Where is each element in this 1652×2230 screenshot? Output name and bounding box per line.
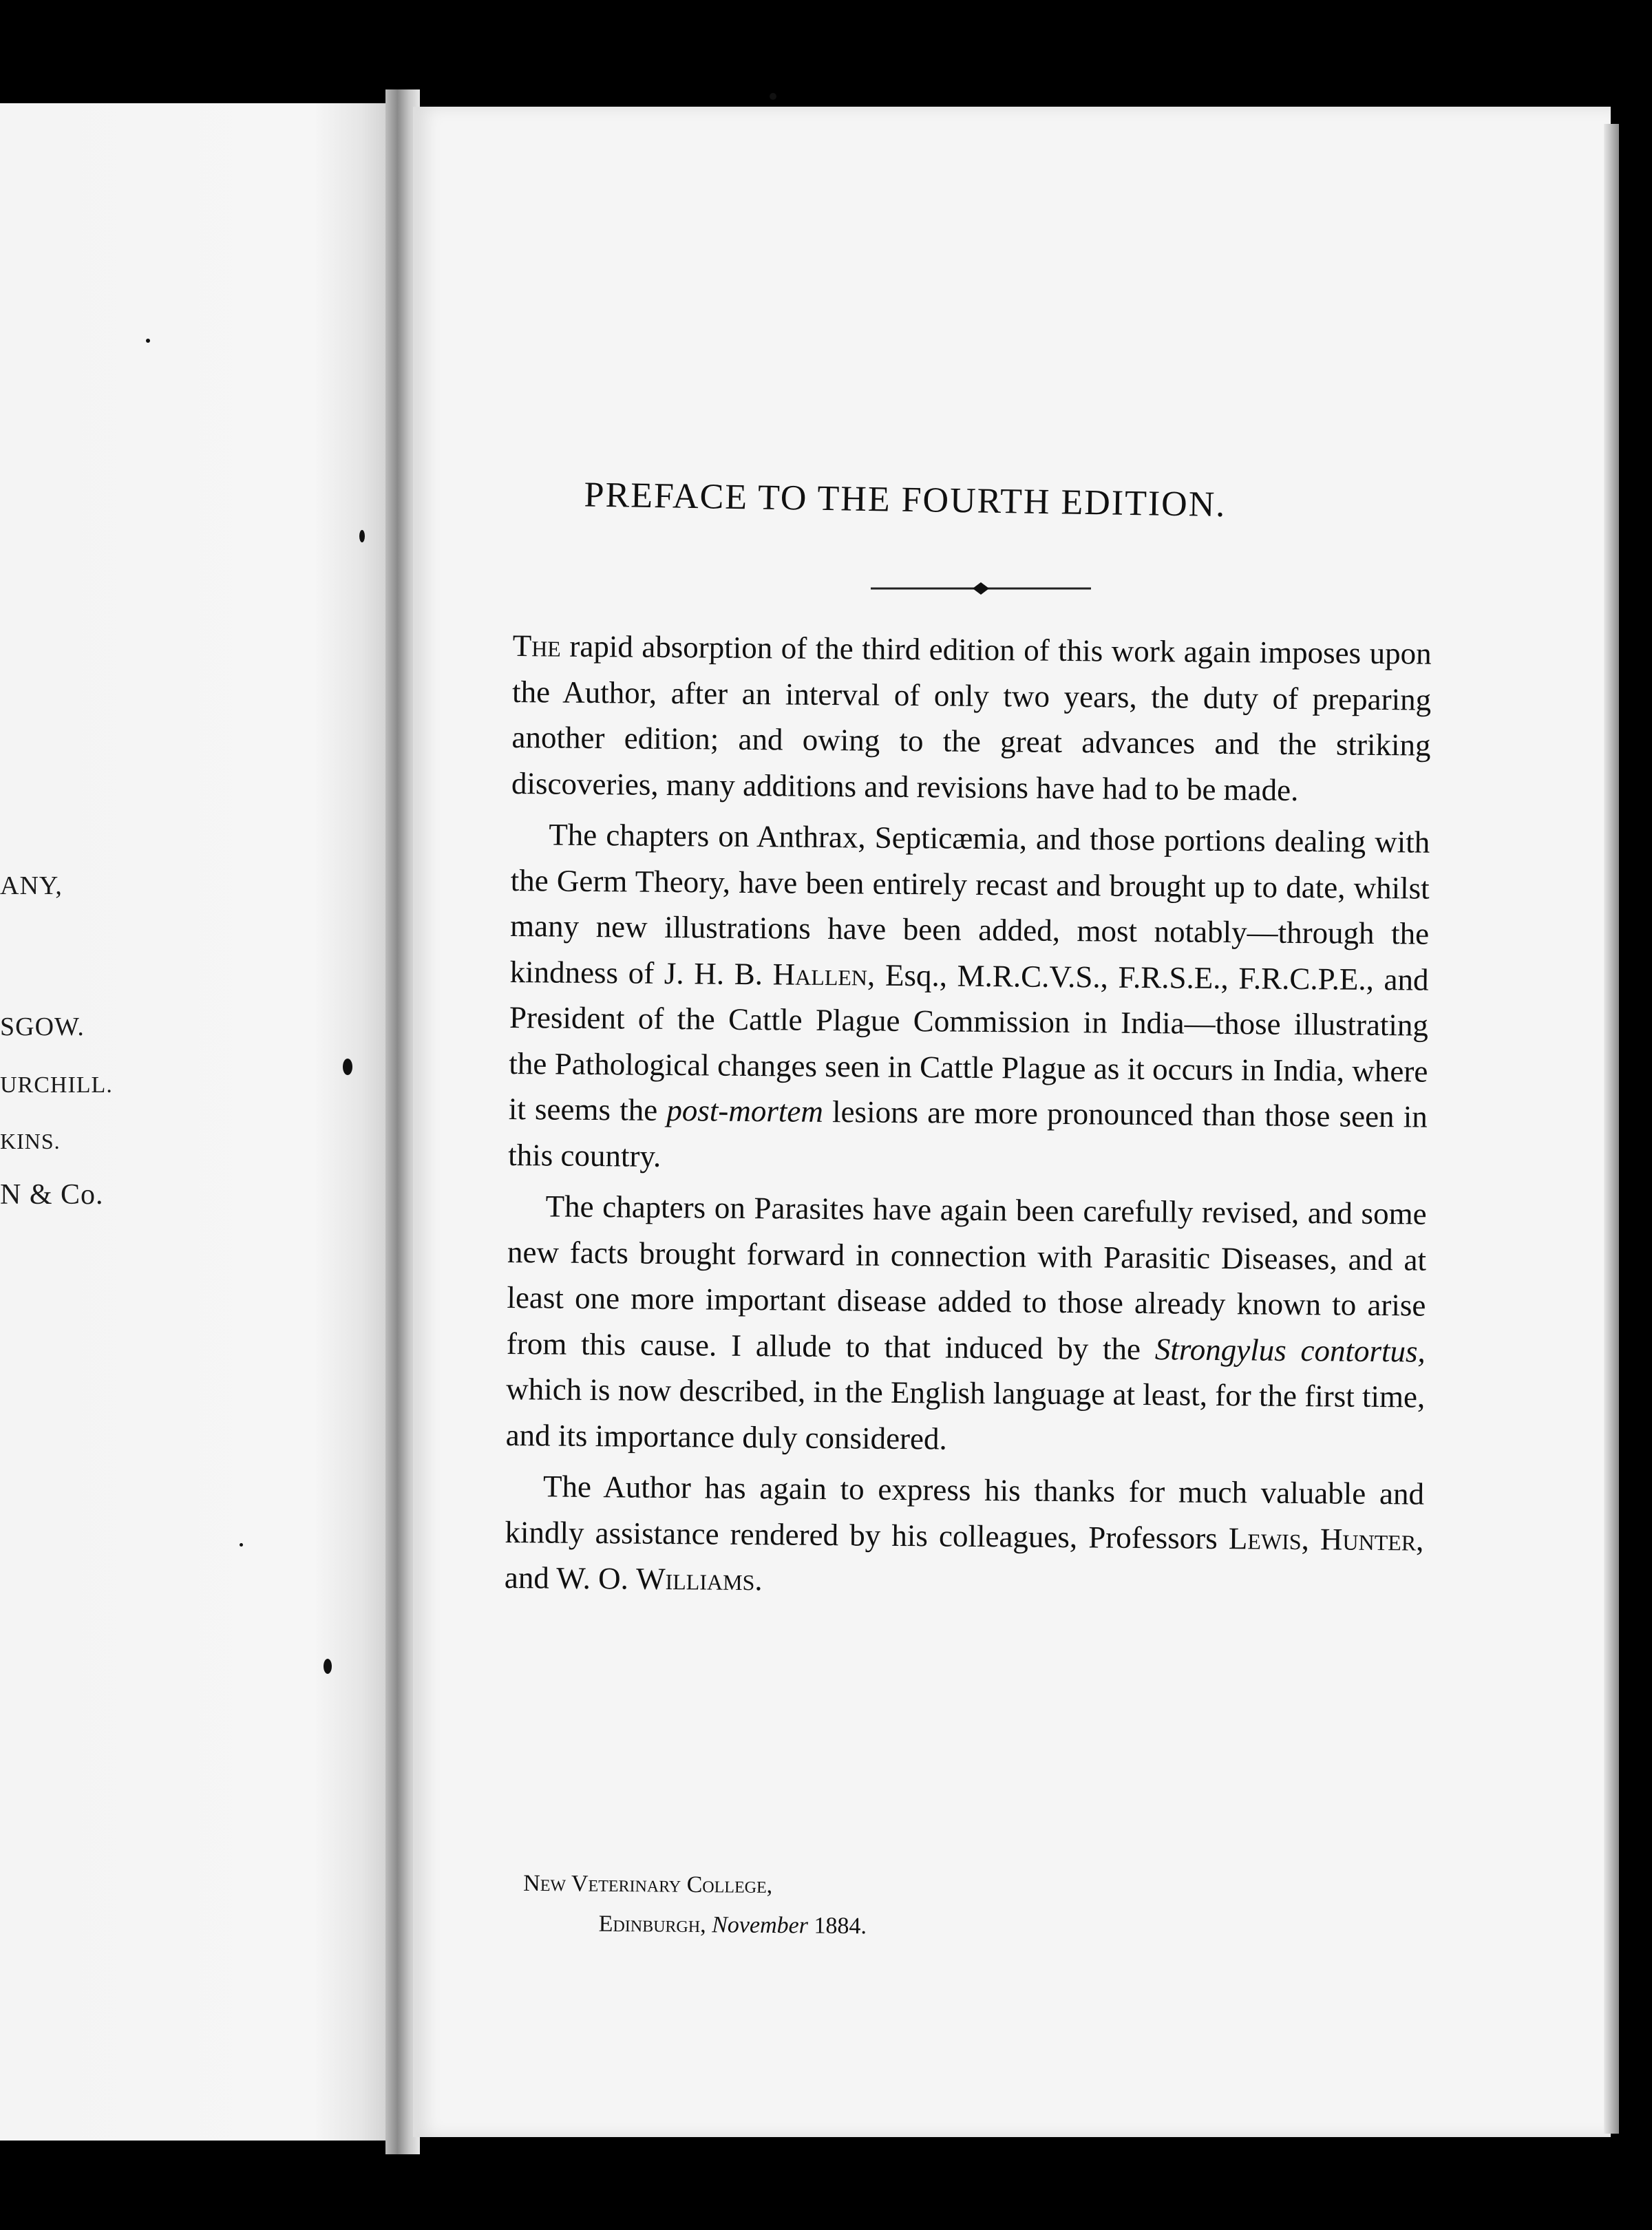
left-page-fragment: N & Co. bbox=[0, 1179, 104, 1211]
scan-speck bbox=[359, 530, 365, 542]
signature-month: November bbox=[712, 1912, 809, 1939]
scan-speck bbox=[240, 1543, 243, 1547]
paragraph bbox=[505, 1463, 1425, 1608]
paragraph-text: . bbox=[754, 1562, 763, 1597]
italic-term: Strongylus contortus, bbox=[1154, 1331, 1426, 1369]
italic-term: post-mortem bbox=[666, 1092, 824, 1129]
paragraph bbox=[508, 811, 1430, 1186]
preface-body bbox=[505, 623, 1432, 1614]
left-page-fragment: KINS. bbox=[0, 1129, 61, 1154]
signature-line bbox=[523, 1904, 867, 1946]
paragraph-text: rapid absorption of the third edition of this work again imposes upon the Author, after an interval of only two years, the duty of preparing another edition; and owing to the great advances and the striking discoveries, many additions and revisions have had to be made. bbox=[511, 628, 1432, 807]
paragraph-text: which is now described, in the English language at least, for the first time, and its importance duly considered. bbox=[505, 1371, 1426, 1456]
paragraph bbox=[511, 623, 1432, 814]
scan-speck bbox=[343, 1059, 352, 1075]
paragraph-text: The chapters on Anthrax, Septicæmia, and those portions dealing with the Germ Theory, have been entirely recast and brought up to date, whilst many new illustrations have been added, most notably—through the kindness of J. H. B. bbox=[509, 817, 1430, 991]
paragraph-text: lesions are more pronounced than those seen in this country. bbox=[508, 1094, 1428, 1174]
person-name: Williams bbox=[635, 1561, 755, 1597]
paragraph-text: , Esq., M.R.C.V.S., F.R.S.E., F.R.C.P.E., and President of the Cattle Plague Commission in India—those illustrating the Pathological changes seen in Cattle Plague as it occurs in India, where it seems the bbox=[508, 957, 1429, 1127]
signature-block bbox=[523, 1864, 867, 1946]
paragraph-text: The Author has again to express his thanks for much valuable and kindly assistance rendered by his colleagues, Professors bbox=[505, 1469, 1425, 1555]
left-page-fragment: SGOW. bbox=[0, 1012, 85, 1041]
person-name: Lewis bbox=[1228, 1520, 1302, 1556]
left-page bbox=[0, 103, 392, 2141]
paragraph-text: , and W. O. bbox=[504, 1522, 1424, 1596]
left-page-fragment: URCHILL. bbox=[0, 1072, 113, 1098]
scan-speck bbox=[770, 93, 776, 100]
person-name: Hunter bbox=[1320, 1521, 1417, 1558]
paragraph-text: , bbox=[1301, 1521, 1321, 1556]
signature-year: 1884. bbox=[814, 1913, 867, 1940]
signature-place: Edinburgh, bbox=[598, 1911, 706, 1938]
page-title: PREFACE TO THE FOURTH EDITION. bbox=[584, 475, 1227, 525]
person-name: Hallen bbox=[772, 956, 868, 992]
scan-speck bbox=[324, 1659, 332, 1674]
paragraph-lead: The bbox=[512, 628, 562, 663]
ornamental-rule-icon bbox=[871, 580, 1105, 597]
left-page-fragment: ANY, bbox=[0, 871, 63, 900]
page-edge-shadow bbox=[1604, 124, 1619, 2134]
signature-line: New Veterinary College, bbox=[523, 1870, 773, 1898]
scan-speck bbox=[146, 339, 150, 343]
paragraph-text: The chapters on Parasites have again been carefully revised, and some new facts brought forward in connection with Parasitic Diseases, and at least one more important disease added to those already known to arise from this cause. I allude to that induced by the bbox=[506, 1189, 1427, 1366]
paragraph bbox=[505, 1183, 1426, 1466]
